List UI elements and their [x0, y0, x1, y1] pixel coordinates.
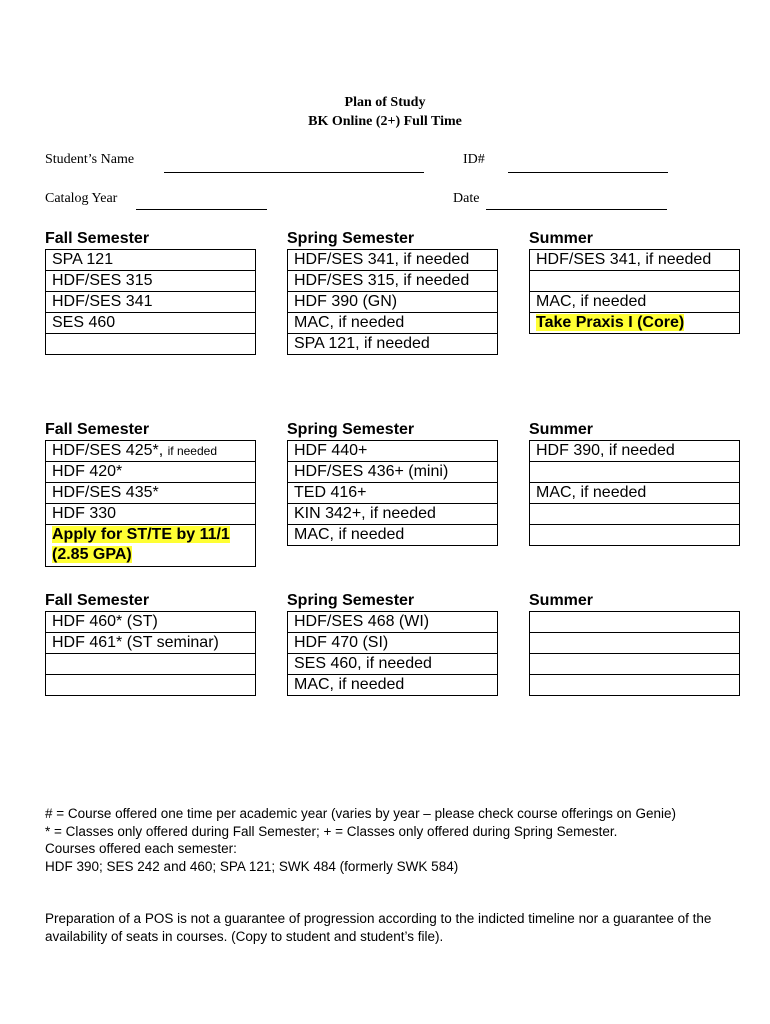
spring-semester-heading: Spring Semester	[287, 592, 415, 609]
apply-highlight: Apply for ST/TE by 11/1 (2.85 GPA)	[52, 526, 230, 563]
date-field[interactable]	[486, 196, 667, 210]
course-cell[interactable]	[46, 334, 256, 355]
course-cell[interactable]: HDF/SES 341	[46, 292, 256, 313]
summer-heading: Summer	[529, 230, 594, 247]
course-cell[interactable]	[530, 525, 740, 546]
course-cell[interactable]: SPA 121	[46, 250, 256, 271]
course-cell[interactable]: MAC, if needed	[288, 313, 498, 334]
summer-heading: Summer	[529, 592, 594, 609]
course-cell[interactable]: KIN 342+, if needed	[288, 504, 498, 525]
page-title: Plan of Study	[344, 95, 426, 110]
course-cell[interactable]: MAC, if needed	[288, 675, 498, 696]
fall-semester-heading: Fall Semester	[45, 592, 150, 609]
disclaimer: Preparation of a POS is not a guarantee of progression according to the indicted timeline nor a guarantee of the availability of seats in courses. (Copy to student and student’s file).	[45, 911, 712, 944]
course-cell[interactable]	[530, 612, 740, 633]
course-note: if needed	[167, 444, 217, 458]
course-cell[interactable]: HDF/SES 315	[46, 271, 256, 292]
fall-semester-heading: Fall Semester	[45, 230, 150, 247]
catalog-year-label: Catalog Year	[45, 191, 118, 206]
course-cell[interactable]: HDF/SES 435*	[46, 483, 256, 504]
course-cell[interactable]: SES 460, if needed	[288, 654, 498, 675]
fall-semester-table	[45, 440, 256, 567]
summer-table	[529, 611, 740, 696]
course-cell[interactable]	[46, 441, 256, 462]
course-cell[interactable]: HDF 461* (ST seminar)	[46, 633, 256, 654]
spring-semester-heading: Spring Semester	[287, 230, 415, 247]
course-cell[interactable]	[530, 462, 740, 483]
course-cell[interactable]: HDF/SES 315, if needed	[288, 271, 498, 292]
course-cell[interactable]	[530, 675, 740, 696]
fall-semester-table	[45, 249, 256, 355]
id-label: ID#	[463, 152, 485, 167]
course-cell[interactable]: MAC, if needed	[288, 525, 498, 546]
course-cell[interactable]	[530, 504, 740, 525]
course-cell[interactable]	[530, 654, 740, 675]
note-line: Courses offered each semester:	[45, 841, 237, 856]
course-cell[interactable]: HDF 460* (ST)	[46, 612, 256, 633]
praxis-highlight: Take Praxis I (Core)	[536, 314, 685, 331]
course-cell[interactable]: SES 460	[46, 313, 256, 334]
fall-semester-heading: Fall Semester	[45, 421, 150, 438]
course-cell[interactable]: HDF 440+	[288, 441, 498, 462]
course-cell[interactable]: HDF 470 (SI)	[288, 633, 498, 654]
course-text: HDF/SES 425*,	[52, 442, 164, 459]
spring-semester-table	[287, 611, 498, 696]
summer-heading: Summer	[529, 421, 594, 438]
id-field[interactable]	[508, 158, 668, 173]
note-line: HDF 390; SES 242 and 460; SPA 121; SWK 484 (formerly SWK 584)	[45, 858, 459, 874]
course-cell[interactable]: MAC, if needed	[530, 483, 740, 504]
summer-table	[529, 440, 740, 546]
spring-semester-table	[287, 440, 498, 546]
legend-notes	[45, 805, 725, 875]
page-subtitle: BK Online (2+) Full Time	[308, 114, 462, 129]
summer-table	[529, 249, 740, 334]
student-name-field[interactable]	[164, 158, 424, 173]
course-cell[interactable]: HDF/SES 341, if needed	[530, 250, 740, 271]
apply-cell[interactable]	[46, 525, 256, 567]
praxis-cell[interactable]	[530, 313, 740, 334]
course-cell[interactable]: HDF/SES 436+ (mini)	[288, 462, 498, 483]
spring-semester-table	[287, 249, 498, 355]
catalog-year-field[interactable]	[136, 196, 267, 210]
course-cell[interactable]: HDF 420*	[46, 462, 256, 483]
course-cell[interactable]: TED 416+	[288, 483, 498, 504]
course-cell[interactable]: HDF/SES 341, if needed	[288, 250, 498, 271]
course-cell[interactable]	[530, 633, 740, 654]
course-cell[interactable]	[530, 271, 740, 292]
course-cell[interactable]	[46, 675, 256, 696]
fall-semester-table	[45, 611, 256, 696]
course-cell[interactable]: HDF 390, if needed	[530, 441, 740, 462]
course-cell[interactable]: SPA 121, if needed	[288, 334, 498, 355]
student-name-label: Student’s Name	[45, 152, 135, 167]
note-line: # = Course offered one time per academic year (varies by year – please check course offerings on Genie)	[45, 806, 676, 821]
course-cell[interactable]	[46, 654, 256, 675]
course-cell[interactable]: HDF/SES 468 (WI)	[288, 612, 498, 633]
course-cell[interactable]: HDF 330	[46, 504, 256, 525]
note-line: * = Classes only offered during Fall Semester; + = Classes only offered during Spring Semester.	[45, 823, 618, 839]
course-cell[interactable]: HDF 390 (GN)	[288, 292, 498, 313]
course-cell[interactable]: MAC, if needed	[530, 292, 740, 313]
spring-semester-heading: Spring Semester	[287, 421, 415, 438]
date-label: Date	[453, 191, 480, 206]
